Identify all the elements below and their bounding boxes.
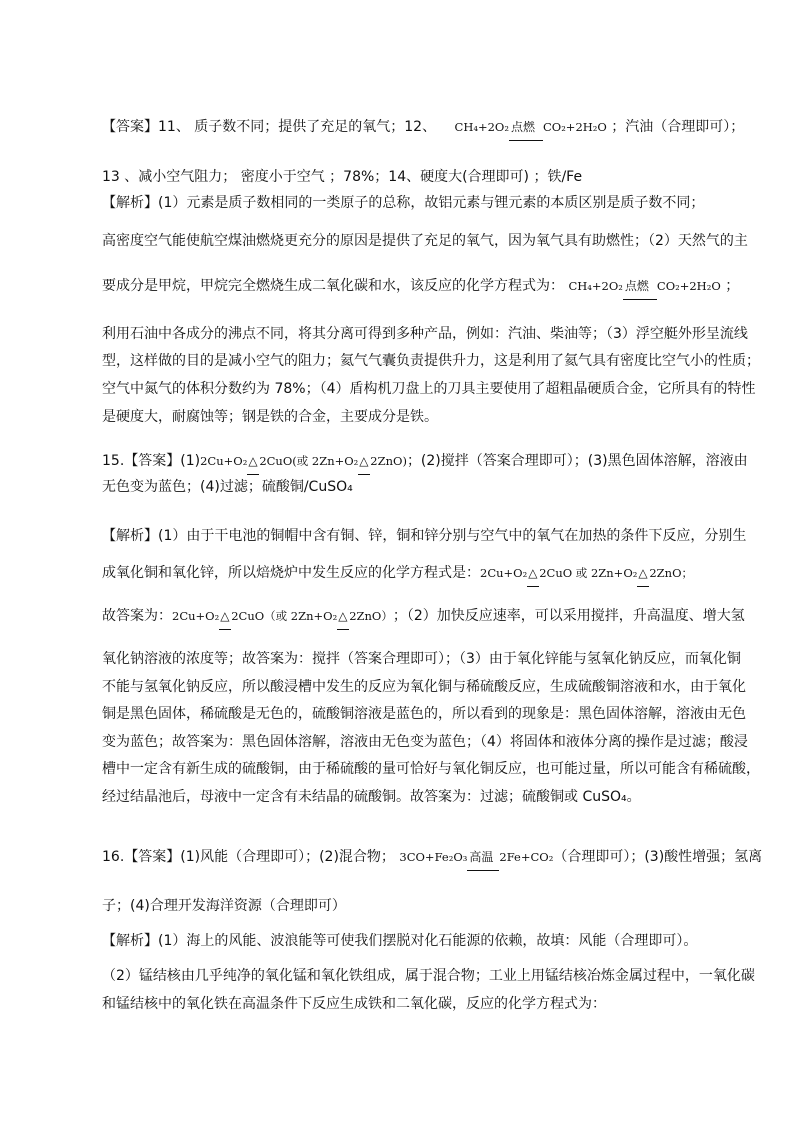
eq-condition: △ (338, 609, 348, 623)
eq-condition: △ (638, 566, 648, 580)
text: 要成分是甲烷，甲烷完全燃烧生成二氧化碳和水，该反应的化学方程式为： (102, 278, 564, 294)
text: 空气中氮气的体积分数约为 78%；（4）盾构机刀盘上的刀具主要使用了超粗晶硬质合金，它所具有的特性 (102, 381, 756, 397)
eq-lhs: CH₄+2O₂ (568, 279, 623, 293)
analysis-line (102, 703, 746, 725)
text: 子；(4)合理开发海洋资源（合理即可） (102, 898, 346, 914)
eq-lhs: 2Cu+O₂ (200, 454, 248, 468)
text: 16.【答案】(1)风能（合理即可）；(2)混合物； (102, 849, 395, 865)
text: 成氧化铜和氧化锌，所以焙烧炉中发生反应的化学方程式是： (102, 565, 480, 581)
eq-rhs: 2Fe+CO₂ (499, 850, 554, 864)
cu-equation (480, 562, 693, 584)
analysis-line (102, 731, 748, 753)
text: 不能与氢氧化钠反应，所以酸浸槽中发生的反应为氧化铜与稀硫酸反应，生成硫酸铜溶液和水，由于氧化 (102, 679, 746, 695)
text: 15.【答案】(1) (102, 453, 201, 469)
answer-16 (102, 846, 763, 868)
text: 变为蓝色；故答案为：黑色固体溶解，溶液由无色变为蓝色；（4）将固体和液体分离的操作是过滤；酸浸 (102, 734, 748, 750)
eq-condition: △ (359, 454, 369, 468)
text: ；(2)搅拌（答案合理即可）；(3)黑色固体溶解，溶液由 (406, 453, 748, 469)
eq-lhs: CH₄+2O₂ (454, 120, 509, 134)
fe-equation (399, 846, 553, 868)
analysis-line (102, 323, 748, 345)
analysis-line (102, 786, 698, 808)
eq-condition: △ (248, 454, 258, 468)
eq-rhs: 2CuO(或 2Zn+O₂ (259, 454, 359, 468)
eq-condition: △ (220, 609, 230, 623)
text: ；（2）加快反应速率，可以采用搅拌，升高温度、增大氢 (392, 608, 745, 624)
answer-15 (102, 476, 698, 498)
eq-condition: 点燃 (624, 279, 649, 293)
cu-equation (200, 450, 407, 472)
analysis-line (102, 350, 760, 372)
text: ； (725, 278, 740, 294)
eq-rhs: CO₂+2H₂O (542, 120, 607, 134)
text: 无色变为蓝色；(4)过滤；硫酸铜/CuSO₄ (102, 479, 353, 495)
text: 和锰结核中的氧化铁在高温条件下反应生成铁和二氧化碳，反应的化学方程式为： (102, 996, 606, 1012)
analysis-line (102, 605, 745, 627)
analysis-line (102, 378, 756, 400)
text: （合理即可）；(3)酸性增强；氢离 (553, 849, 763, 865)
analysis-line (102, 993, 698, 1015)
answer-13-14 (102, 166, 698, 188)
methane-equation (568, 275, 720, 297)
analysis-line (102, 192, 705, 214)
eq-rhs: 2CuO（或 2Zn+O₂ (231, 609, 338, 623)
text: 【解析】(1）海上的风能、波浪能等可使我们摆脱对化石能源的依赖，故填：风能（合理即可）。 (102, 933, 698, 949)
eq-rhs: 2ZnO) (370, 454, 407, 468)
text: 故答案为： (102, 608, 172, 624)
analysis-line (102, 562, 698, 584)
eq-condition: 高温 (469, 850, 494, 864)
methane-equation (455, 116, 607, 138)
text: 【答案】11、 质子数不同；提供了充足的氧气；12、 (102, 119, 437, 135)
eq-rhs: 2ZnO） (349, 609, 393, 623)
text: 铜是黑色固体，稀硫酸是无色的，硫酸铜溶液是蓝色的，所以看到的现象是：黑色固体溶解，溶液由无色 (102, 706, 746, 722)
text: ；汽油（合理即可）； (611, 119, 745, 135)
answer-15 (102, 450, 748, 472)
text: 是硬度大，耐腐蚀等；钢是铁的合金，主要成分是铁。 (102, 409, 438, 425)
answer-11-12 (102, 116, 745, 138)
text: 氧化钠溶液的浓度等；故答案为：搅拌（答案合理即可）；（3）由于氧化锌能与氢氧化钠反应，而氧化铜 (102, 651, 741, 667)
text: 经过结晶池后，母液中一定含有未结晶的硫酸铜。故答案为：过滤；硫酸铜或 CuSO₄。 (102, 789, 641, 805)
text: 13 、减小空气阻力； 密度小于空气 ；78%；14、硬度大(合理即可) ；铁/Fe (102, 169, 583, 185)
eq-lhs: 2Cu+O₂ (480, 566, 528, 580)
eq-rhs: 2CuO 或 2Zn+O₂ (539, 566, 638, 580)
eq-rhs: 2ZnO； (649, 566, 694, 580)
analysis-line (102, 930, 698, 952)
analysis-line (102, 965, 755, 987)
text: 槽中一定含有新生成的硫酸铜，由于稀硫酸的量可恰好与氧化铜反应，也可能过量，所以可能含有稀硫酸， (102, 761, 760, 777)
eq-condition: △ (528, 566, 538, 580)
eq-lhs: 3CO+Fe₂O₃ (399, 850, 468, 864)
text: 型，这样做的目的是减小空气的阻力；氦气气囊负责提供升力，这是利用了氦气具有密度比空气小的性质； (102, 353, 760, 369)
eq-condition: 点燃 (510, 120, 535, 134)
text: 【解析】(1）由于干电池的铜帽中含有铜、锌，铜和锌分别与空气中的氧气在加热的条件下反应，分别生 (102, 528, 747, 544)
analysis-line (102, 406, 698, 428)
analysis-line (102, 758, 760, 780)
answer-16 (102, 895, 698, 917)
text: （2）锰结核由几乎纯净的氧化锰和氧化铁组成，属于混合物；工业上用锰结核冶炼金属过程中，一氧化碳 (102, 968, 755, 984)
cu-equation (172, 605, 393, 627)
text: 利用石油中各成分的沸点不同，将其分离可得到多种产品，例如：汽油、柴油等；（3）浮空艇外形呈流线 (102, 326, 748, 342)
text: 【解析】(1）元素是质子数相同的一类原子的总称，故铝元素与锂元素的本质区别是质子数不同； (102, 195, 705, 211)
analysis-line (102, 525, 747, 547)
text: 高密度空气能使航空煤油燃烧更充分的原因是提供了充足的氧气，因为氧气具有助燃性；（2）天然气的主 (102, 233, 748, 249)
analysis-line (102, 230, 748, 252)
analysis-line (102, 676, 746, 698)
eq-rhs: CO₂+2H₂O (656, 279, 721, 293)
analysis-line (102, 648, 741, 670)
analysis-line (102, 275, 740, 297)
eq-lhs: 2Cu+O₂ (172, 609, 220, 623)
